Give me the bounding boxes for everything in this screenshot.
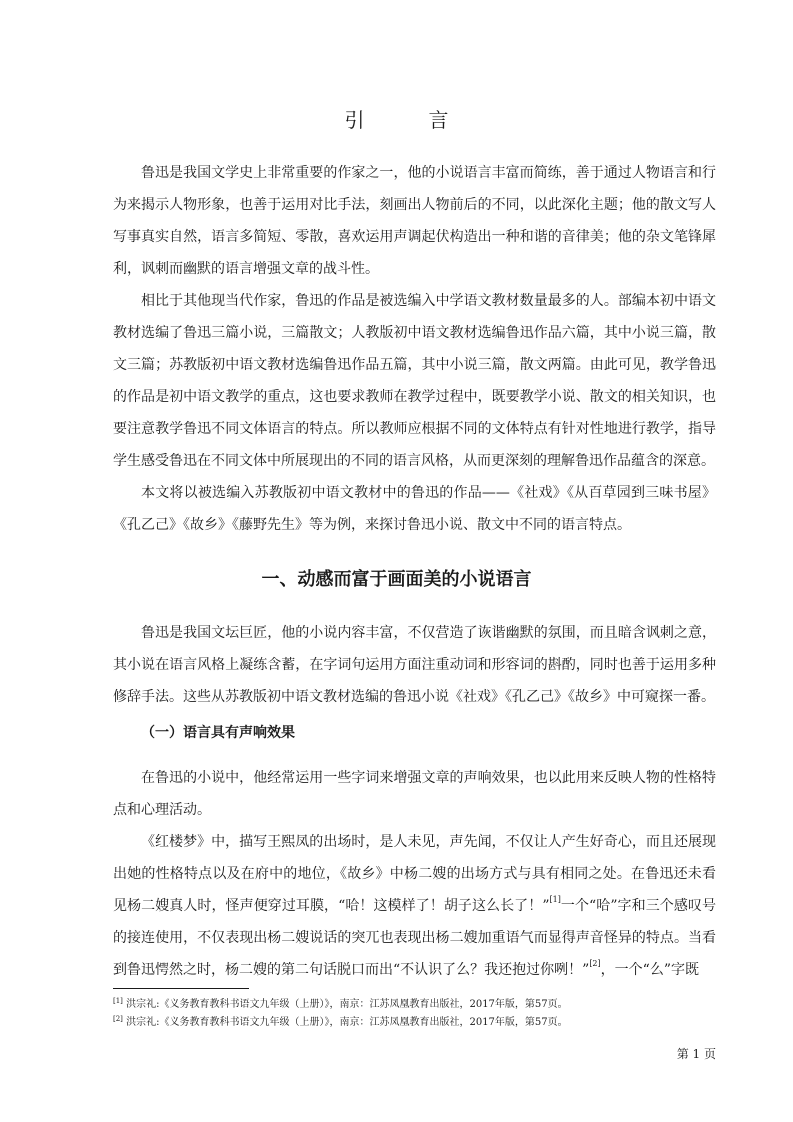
intro-paragraph: 相比于其他现当代作家，鲁迅的作品是被选编入中学语文教材数量最多的人。部编本初中语文教材选编了鲁迅三篇小说，三篇散文；人教版初中语文教材选编鲁迅作品六篇，其中小说三篇，散文三篇；苏教版初中语文教材选编鲁迅作品五篇，其中小说三篇，散文两篇。由此可见，教学鲁迅的作品是初中语文教学的重点，这也要求教师在教学过程中，既要教学小说、散文的相关知识，也要注意教学鲁迅不同文体语言的特点。所以教师应根据不同的文体特点有针对性地进行教学，指导学生感受鲁迅在不同文体中所展现出的不同的语言风格，从而更深刻的理解鲁迅作品蕴含的深意。 (113, 293, 716, 469)
footnote-marker: [2] (113, 1015, 123, 1023)
paragraph-text: 一个“哈”字和三个感叹号的接连使用，不仅表现出杨二嫂说话的突兀也表现出杨二嫂加重语气而显得声音怪异的特点。当看到鲁迅愕然之时，杨二嫂的第二句话脱口而出“不认识了么？我还抱过你咧！” (113, 898, 716, 978)
subsection-paragraph: 在鲁迅的小说中，他经常运用一些字词来增强文章的声响效果，也以此用来反映人物的性格特点和心理活动。 (113, 770, 716, 818)
paragraph-text: 《红楼梦》中，描写王熙凤的出场时，是人未见，声先闻，不仅让人产生好奇心，而且还展现出她的性格特点以及在府中的地位，《故乡》中杨二嫂的出场方式与具有相同之处。在鲁迅还未看见杨二嫂真人时，怪声便穿过耳膜，“哈！这模样了！胡子这么长了！” (113, 834, 716, 914)
footnote-divider (113, 988, 249, 989)
intro-section (113, 157, 716, 541)
section-heading: 一、动感而富于画面美的小说语言 (261, 569, 532, 590)
footnote (113, 996, 716, 1014)
intro-paragraph: 鲁迅是我国文学史上非常重要的作家之一，他的小说语言丰富而简练，善于通过人物语言和行为来揭示人物形象，也善于运用对比手法，刻画出人物前后的不同，以此深化主题；他的散文写人写事真实自然，语言多简短、零散，喜欢运用声调起伏构造出一种和谐的音律美；他的杂文笔锋犀利，讽刺而幽默的语言增强文章的战斗性。 (113, 165, 716, 277)
subsection-body (113, 762, 716, 986)
paragraph-text: ，一个“么”字既 (600, 962, 699, 978)
footnote-ref[interactable]: [1] (549, 895, 561, 904)
subsection-heading: （一）语言具有声响效果 (141, 725, 295, 741)
footnote-text: 洪宗礼:《义务教育教科书语文九年级（上册）》，南京：江苏凤凰教育出版社，2017年版，第57页。 (122, 1017, 568, 1028)
footnote (113, 1014, 716, 1032)
intro-paragraph: 本文将以被选编入苏教版初中语文教材中的鲁迅的作品——《社戏》《从百草园到三味书屋》《孔乙己》《故乡》《藤野先生》等为例，来探讨鲁迅小说、散文中不同的语言特点。 (113, 485, 716, 533)
section-paragraph: 鲁迅是我国文坛巨匠，他的小说内容丰富，不仅营造了诙谐幽默的氛围，而且暗含讽刺之意，其小说在语言风格上凝练含蓄，在字词句运用方面注重动词和形容词的斟酌，同时也善于运用多种修辞手法。这些从苏教版初中语文教材选编的鲁迅小说《社戏》《孔乙己》《故乡》中可窥探一番。 (113, 625, 716, 705)
footnote-ref[interactable]: [2] (589, 959, 601, 968)
footnote-text: 洪宗礼:《义务教育教科书语文九年级（上册）》，南京：江苏凤凰教育出版社，2017年版，第57页。 (122, 999, 568, 1010)
page-number: 第 1 页 (676, 1047, 716, 1061)
section-body (113, 617, 716, 713)
footnote-marker: [1] (113, 997, 123, 1005)
footnotes (113, 996, 716, 1032)
subsection-paragraph (113, 826, 716, 986)
page-title: 引 言 (344, 108, 471, 132)
